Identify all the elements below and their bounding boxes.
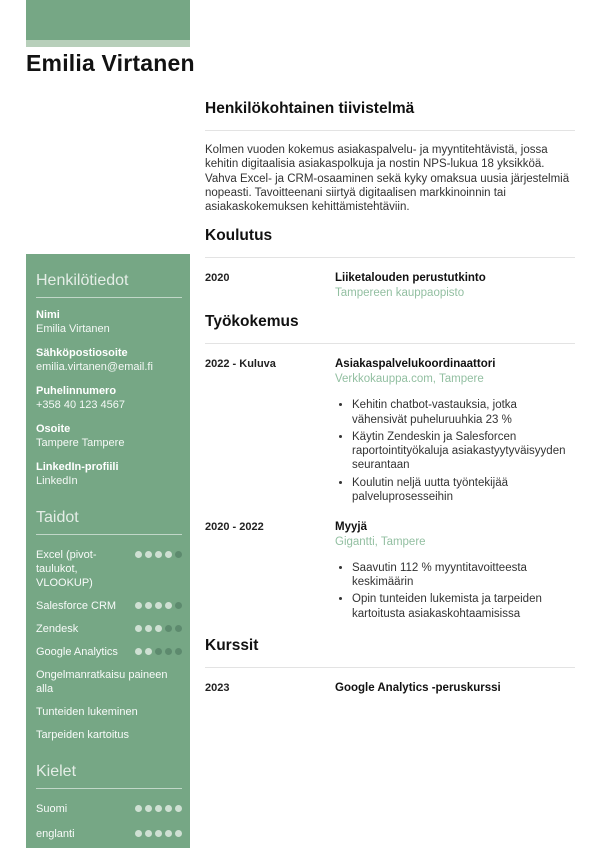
entry-body: [335, 271, 575, 300]
skill-row: [36, 668, 182, 696]
rating-dot: [155, 648, 162, 655]
rating-dot: [155, 625, 162, 632]
experience-entry: [205, 357, 575, 506]
education-entry-list: [205, 271, 575, 300]
contact-field: [36, 309, 182, 336]
skills-section-title: Taidot: [36, 509, 79, 526]
skill-list: [36, 548, 182, 742]
languages-section: [36, 762, 182, 841]
field-label: Osoite: [36, 423, 71, 435]
field-value: emilia.virtanen@email.fi: [36, 360, 153, 373]
job-role: Asiakaspalvelukoordinaattori: [335, 358, 496, 371]
skill-label: Zendesk: [36, 623, 79, 635]
company-name: Verkkokauppa.com, Tampere: [335, 373, 484, 386]
skill-label: Google Analytics: [36, 646, 118, 658]
contact-field: [36, 461, 182, 488]
language-label: englanti: [36, 828, 75, 840]
contact-field-list: [36, 309, 182, 488]
rating-dot: [165, 625, 172, 632]
field-value: LinkedIn: [36, 474, 78, 487]
skill-rating-dots: [135, 645, 182, 655]
rating-dot: [135, 551, 142, 558]
rating-dot: [135, 648, 142, 655]
field-label: Puhelinnumero: [36, 385, 117, 397]
rating-dot: [145, 805, 152, 812]
rating-dot: [165, 805, 172, 812]
field-label: Nimi: [36, 309, 60, 321]
rating-dot: [175, 805, 182, 812]
course-entry-list: [205, 681, 575, 695]
language-row: [36, 827, 182, 841]
divider: [36, 297, 182, 298]
rating-dot: [175, 648, 182, 655]
skill-row: [36, 599, 182, 613]
field-label: Sähköpostiosoite: [36, 347, 128, 359]
rating-dot: [165, 551, 172, 558]
entry-body: [335, 681, 575, 695]
rating-dot: [135, 830, 142, 837]
contact-section-title: Henkilötiedot: [36, 272, 129, 289]
entry-period: 2023: [205, 681, 230, 694]
entry-body: [335, 357, 575, 506]
rating-dot: [135, 625, 142, 632]
skill-rating-dots: [135, 599, 182, 609]
skill-label: Tarpeiden kartoitus: [36, 729, 129, 741]
language-list: [36, 802, 182, 841]
skill-rating-dots: [135, 622, 182, 632]
rating-dot: [155, 551, 162, 558]
entry-period: 2020: [205, 272, 230, 285]
rating-dot: [175, 830, 182, 837]
contact-section: [36, 271, 182, 488]
language-label: Suomi: [36, 803, 68, 815]
skill-rating-dots: [135, 548, 182, 558]
rating-dot: [145, 648, 152, 655]
entry-period: 2020 - 2022: [205, 520, 264, 533]
bullet-item: • Saavutin 112 % myyntitavoitteesta keskimäärin: [352, 561, 575, 589]
course-name: Google Analytics -peruskurssi: [335, 681, 501, 694]
entry-body: [335, 520, 575, 624]
field-label: LinkedIn-profiili: [36, 461, 119, 473]
education-section: [205, 227, 575, 300]
contact-field: [36, 385, 182, 412]
skill-label: Tunteiden lukeminen: [36, 706, 138, 718]
rating-dot: [155, 805, 162, 812]
header-accent-strip: [26, 40, 190, 47]
experience-section: [205, 313, 575, 623]
divider: [36, 534, 182, 535]
rating-dot: [155, 602, 162, 609]
degree-title: Liiketalouden perustutkinto: [335, 272, 486, 285]
skills-section: [36, 508, 182, 742]
skill-row: [36, 728, 182, 742]
skill-label: Ongelmanratkaisu paineen alla: [36, 669, 168, 695]
courses-section: [205, 637, 575, 695]
job-role: Myyjä: [335, 520, 367, 533]
field-value: Emilia Virtanen: [36, 322, 110, 335]
language-rating-dots: [135, 827, 182, 837]
rating-dot: [165, 830, 172, 837]
person-name: Emilia Virtanen: [26, 50, 195, 76]
bullet-list: [335, 561, 575, 621]
language-row: [36, 802, 182, 816]
rating-dot: [175, 551, 182, 558]
contact-field: [36, 423, 182, 450]
summary-title: Henkilökohtainen tiivistelmä: [205, 100, 575, 131]
rating-dot: [145, 602, 152, 609]
school-name: Tampereen kauppaopisto: [335, 287, 465, 300]
courses-title: Kurssit: [205, 637, 575, 668]
bullet-item: • Opin tunteiden lukemista ja tarpeiden kartoitusta asiakaskohtaamisissa: [352, 592, 575, 620]
language-rating-dots: [135, 802, 182, 812]
bullet-item: • Käytin Zendeskin ja Salesforcen raportointityökaluja asiakastyytyväisyyden seurantaan: [352, 430, 575, 473]
rating-dot: [175, 625, 182, 632]
bullet-item: • Koulutin neljä uutta työntekijää palveluprosesseihin: [352, 476, 575, 504]
rating-dot: [165, 648, 172, 655]
rating-dot: [165, 602, 172, 609]
skill-label: Excel (pivot-taulukot, VLOOKUP): [36, 549, 97, 589]
rating-dot: [145, 551, 152, 558]
rating-dot: [155, 830, 162, 837]
skill-row: [36, 548, 182, 590]
main-content: [205, 100, 575, 695]
divider: [36, 788, 182, 789]
skill-row: [36, 705, 182, 719]
company-name: Gigantti, Tampere: [335, 535, 426, 548]
sidebar: [26, 254, 190, 848]
entry-period: 2022 - Kuluva: [205, 358, 276, 371]
skill-row: [36, 622, 182, 636]
rating-dot: [135, 602, 142, 609]
experience-entry: [205, 520, 575, 624]
rating-dot: [175, 602, 182, 609]
contact-field: [36, 347, 182, 374]
rating-dot: [145, 625, 152, 632]
field-value: Tampere Tampere: [36, 436, 125, 449]
skill-row: [36, 645, 182, 659]
bullet-list: [335, 398, 575, 503]
bullet-item: • Kehitin chatbot-vastauksia, jotka vähensivät puheluruuhkia 23 %: [352, 398, 575, 426]
experience-entry-list: [205, 357, 575, 623]
summary-section: [205, 100, 575, 214]
field-value: +358 40 123 4567: [36, 398, 126, 411]
course-entry: [205, 681, 575, 695]
skill-label: Salesforce CRM: [36, 600, 117, 612]
education-entry: [205, 271, 575, 300]
education-title: Koulutus: [205, 227, 575, 258]
summary-paragraph: Kolmen vuoden kokemus asiakaspalvelu- ja myyntitehtävistä, jossa kehitin digitaalisia asiakaspolkuja ja nostin NPS-lukua 18 yksikköä. Vahva Excel- ja CRM-osaaminen sekä kyky omaksua uusia järjestelmiä nopeasti. Tavoitteenani siirtyä digitaalisen markkinoinnin tai asiakaskokemuksen kehittämistehtäviin.: [205, 144, 570, 214]
languages-section-title: Kielet: [36, 763, 77, 780]
rating-dot: [145, 830, 152, 837]
rating-dot: [135, 805, 142, 812]
experience-title: Työkokemus: [205, 313, 575, 344]
header-accent-block: [26, 0, 190, 40]
